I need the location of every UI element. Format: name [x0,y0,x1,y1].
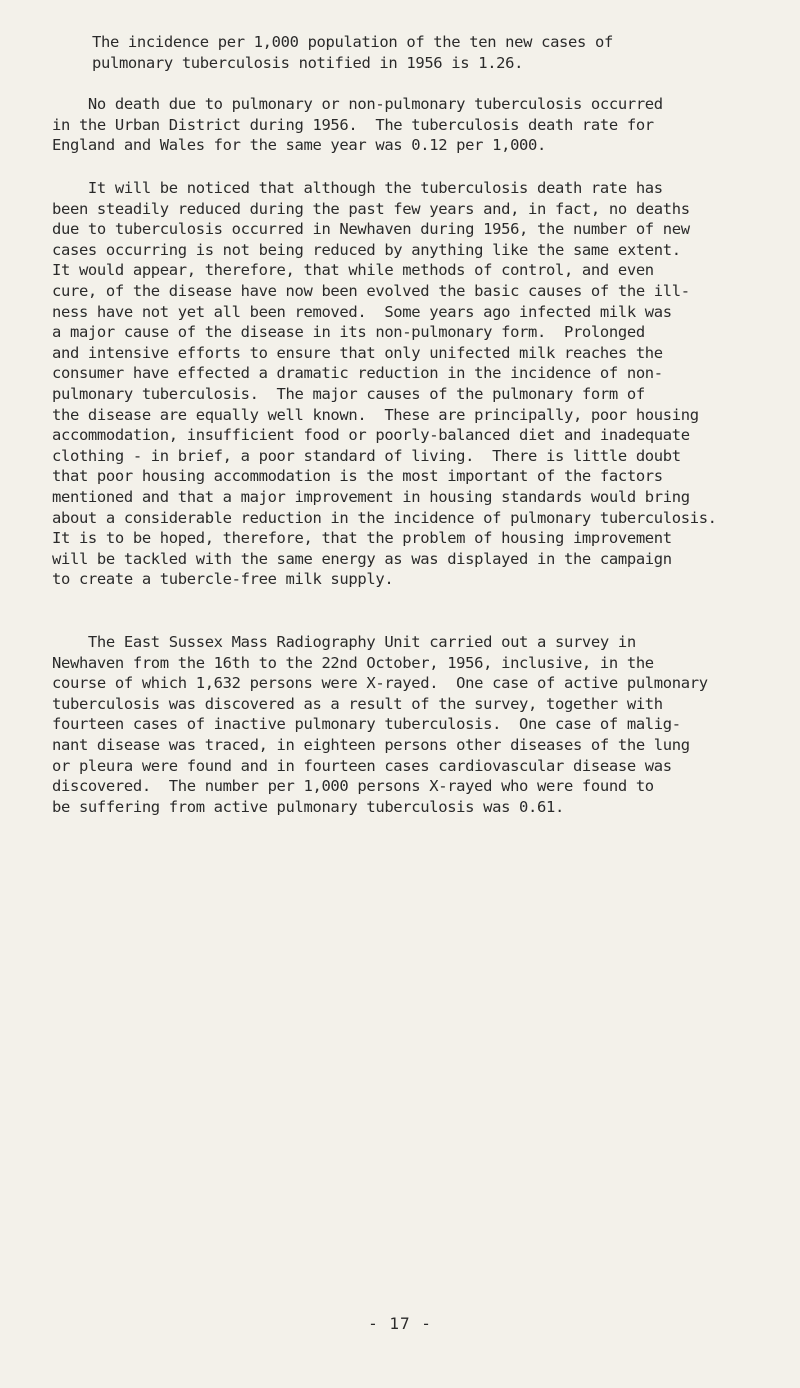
page-number: - 17 - [368,1314,432,1333]
paragraph-causes: It will be noticed that although the tuberculosis death rate has been steadily reduced during the past few years and, in fact, no deaths due to tuberculosis occurred in Newhaven during 1956, the number of new cases occurring is not being reduced by anything like the same extent. It would appear, therefore, that while methods of control, and even cure, of the disease have now been evolved the basic causes of the ill- ness have not yet all been removed. Some years ago infected milk was a major cause of the disease in its non-pulmonary form. Prolonged and intensive efforts to ensure that only unifected milk reaches the consumer have effected a dramatic reduction in the incidence of non- pulmonary tuberculosis. The major causes of the pulmonary form of the disease are equally well known. These are principally, poor housing accommodation, insufficient food or poorly-balanced diet and inadequate clothing - in brief, a poor standard of living. There is little doubt that poor housing accommodation is the most important of the factors mentioned and that a major improvement in housing standards would bring about a considerable reduction in the incidence of pulmonary tuberculosis. It is to be hoped, therefore, that the problem of housing improvement will be tackled with the same energy as was displayed in the campaign to create a tubercle-free milk supply. [52,179,717,589]
paragraph-death-rate: No death due to pulmonary or non-pulmonary tuberculosis occurred in the Urban District during 1956. The tuberculosis death rate for England and Wales for the same year was 0.12 per 1,000. [52,95,663,155]
paragraph-radiography-survey: The East Sussex Mass Radiography Unit carried out a survey in Newhaven from the 16th to the 22nd October, 1956, inclusive, in the course of which 1,632 persons were X-rayed. One case of active pulmonary tuberculosis was discovered as a result of the survey, together with fourteen cases of inactive pulmonary tuberculosis. One case of malig- nant disease was traced, in eighteen persons other diseases of the lung or pleura were found and in fourteen cases cardiovascular disease was discovered. The number per 1,000 persons X-rayed who were found to be suffering from active pulmonary tuberculosis was 0.61. [52,633,708,816]
paragraph-incidence: The incidence per 1,000 population of the ten new cases of pulmonary tuberculosis notified in 1956 is 1.26. [92,33,613,72]
